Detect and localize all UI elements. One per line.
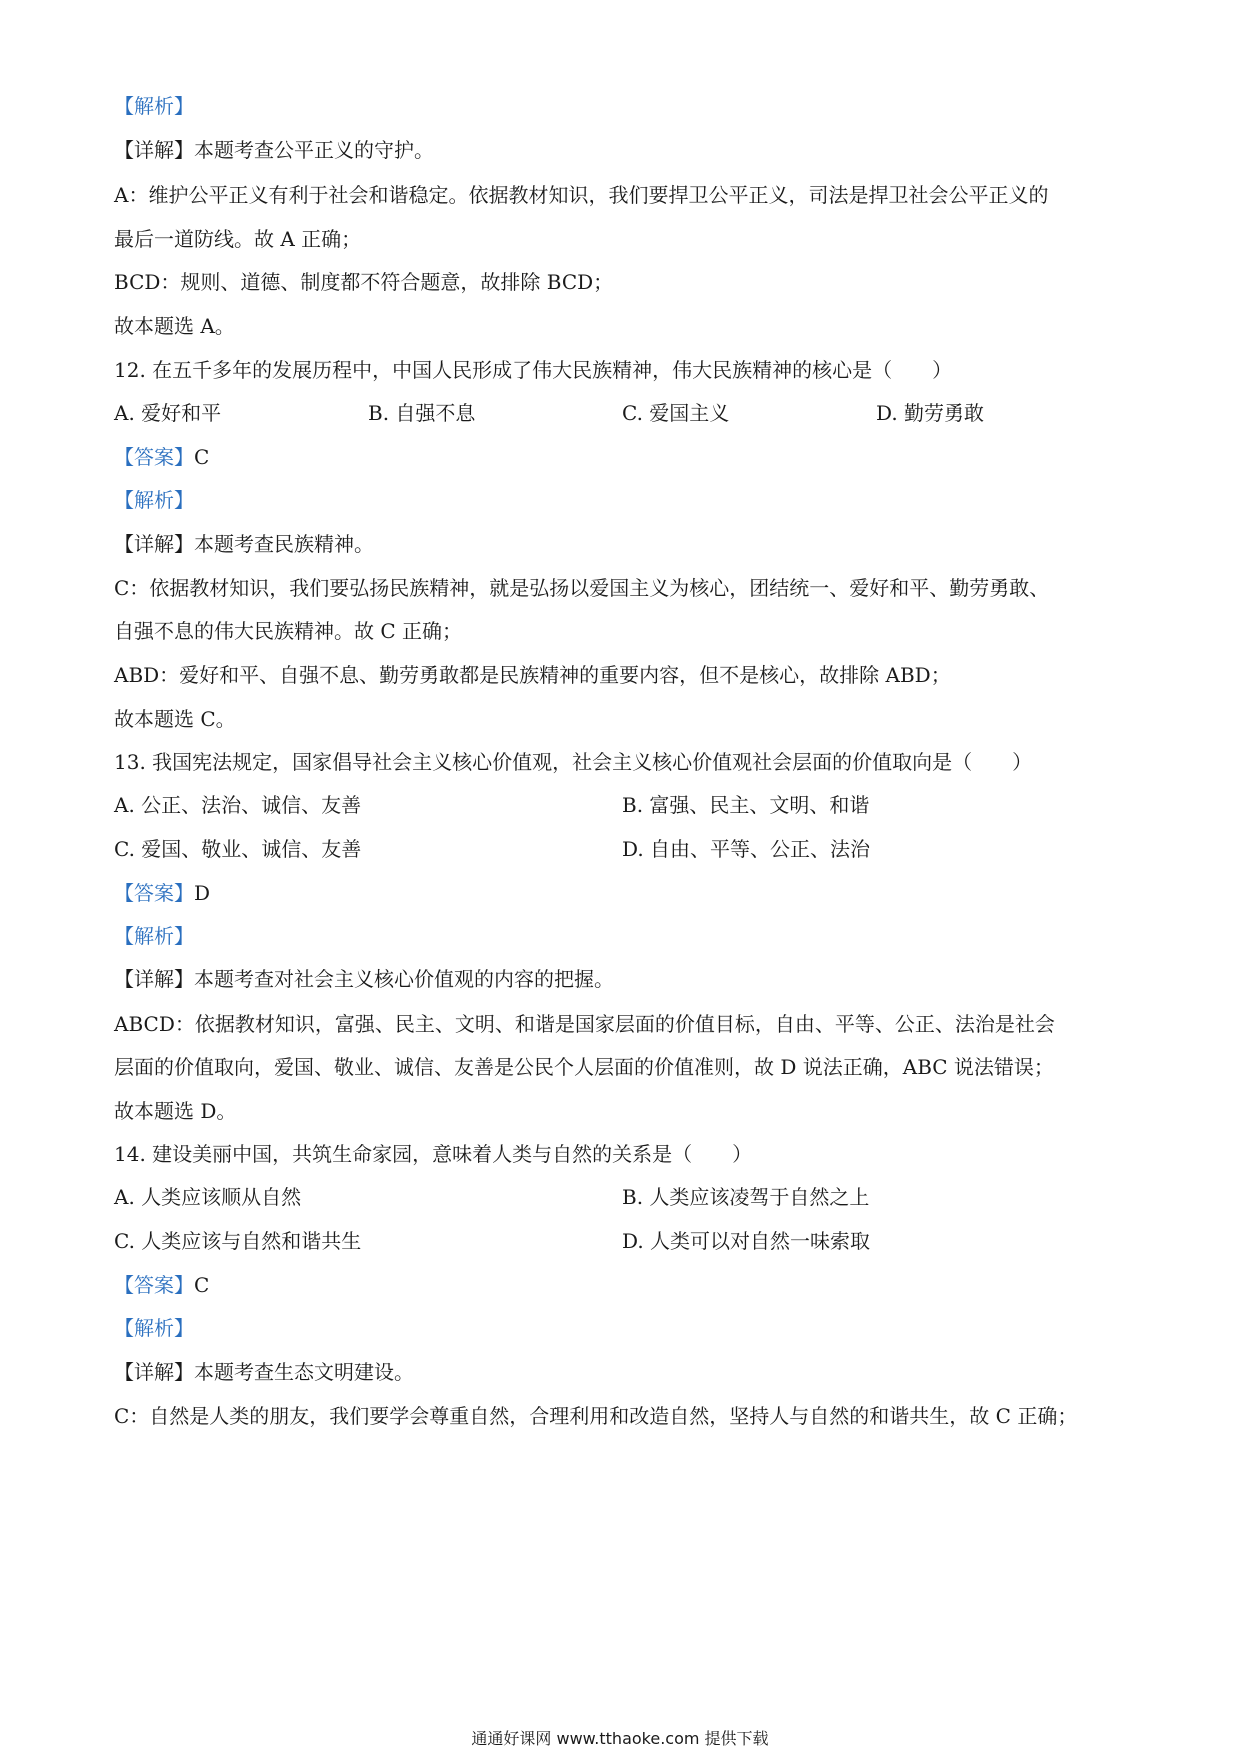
option-12-c: C. 爱国主义: [622, 401, 730, 425]
option-12-d: D. 勤劳勇敢: [876, 401, 985, 425]
selection-line: 故本题选 D。: [114, 1099, 237, 1123]
option-12-a: A. 爱好和平: [114, 401, 222, 425]
explanation-line: 自强不息的伟大民族精神。故 C 正确；: [114, 619, 463, 643]
option-13-a: A. 公正、法治、诚信、友善: [114, 793, 362, 817]
answer-14: [114, 1271, 1134, 1299]
selection-line: 故本题选 C。: [114, 707, 236, 731]
detail-line: 【详解】本题考查公平正义的守护。: [114, 138, 434, 162]
answer-tag: 【答案】: [114, 1273, 194, 1297]
explanation-line: 层面的价值取向，爱国、敬业、诚信、友善是公民个人层面的价值准则，故 D 说法正确，ABC 说法错误；: [114, 1055, 1054, 1079]
option-13-b: B. 富强、民主、文明、和谐: [622, 793, 870, 817]
explanation-line: C：依据教材知识，我们要弘扬民族精神，就是弘扬以爱国主义为核心，团结统一、爱好和平、勤劳勇敢、: [114, 576, 1050, 600]
answer-value: C: [194, 1273, 210, 1297]
option-13-d: D. 自由、平等、公正、法治: [622, 837, 871, 861]
question-12: 12. 在五千多年的发展历程中，中国人民形成了伟大民族精神，伟大民族精神的核心是（ ）: [114, 358, 953, 382]
detail-line: 【详解】本题考查对社会主义核心价值观的内容的把握。: [114, 967, 614, 991]
answer-value: C: [194, 445, 210, 469]
analysis-heading: 【解析】: [114, 488, 194, 512]
detail-line: 【详解】本题考查民族精神。: [114, 532, 374, 556]
answer-12: [114, 443, 1134, 471]
option-14-d: D. 人类可以对自然一味索取: [622, 1229, 871, 1253]
answer-value: D: [194, 881, 211, 905]
page-footer: 通通好课网 www.tthaoke.com 提供下载: [471, 1729, 769, 1748]
explanation-line: C：自然是人类的朋友，我们要学会尊重自然，合理利用和改造自然，坚持人与自然的和谐共生，故 C 正确；: [114, 1404, 1078, 1428]
explanation-line: BCD：规则、道德、制度都不符合题意，故排除 BCD；: [114, 270, 614, 294]
option-13-c: C. 爱国、敬业、诚信、友善: [114, 837, 362, 861]
option-14-c: C. 人类应该与自然和谐共生: [114, 1229, 362, 1253]
explanation-line: A：维护公平正义有利于社会和谐稳定。依据教材知识，我们要捍卫公平正义，司法是捍卫社会公平正义的: [114, 183, 1049, 207]
option-14-a: A. 人类应该顺从自然: [114, 1185, 302, 1209]
explanation-line: 最后一道防线。故 A 正确；: [114, 227, 362, 251]
answer-tag: 【答案】: [114, 445, 194, 469]
option-12-b: B. 自强不息: [368, 401, 476, 425]
analysis-heading: 【解析】: [114, 1316, 194, 1340]
answer-13: [114, 879, 1134, 907]
analysis-heading: 【解析】: [114, 94, 194, 118]
selection-line: 故本题选 A。: [114, 314, 235, 338]
analysis-heading: 【解析】: [114, 924, 194, 948]
explanation-line: ABCD：依据教材知识，富强、民主、文明、和谐是国家层面的价值目标，自由、平等、公正、法治是社会: [114, 1012, 1055, 1036]
detail-line: 【详解】本题考查生态文明建设。: [114, 1360, 414, 1384]
question-14: 14. 建设美丽中国，共筑生命家园，意味着人类与自然的关系是（ ）: [114, 1142, 753, 1166]
answer-tag: 【答案】: [114, 881, 194, 905]
option-14-b: B. 人类应该凌驾于自然之上: [622, 1185, 870, 1209]
explanation-line: ABD：爱好和平、自强不息、勤劳勇敢都是民族精神的重要内容，但不是核心，故排除 ABD；: [114, 663, 951, 687]
question-13: 13. 我国宪法规定，国家倡导社会主义核心价值观，社会主义核心价值观社会层面的价值取向是（ ）: [114, 750, 1033, 774]
